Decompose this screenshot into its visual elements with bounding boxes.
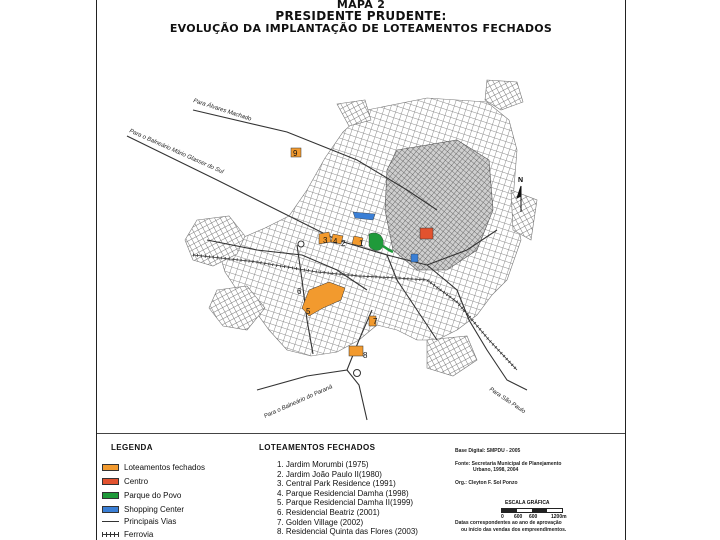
date-note-line2: ou início das vendas dos empreendimentos.: [461, 527, 567, 533]
list-item: 6. Residencial Beatriz (2001): [277, 507, 380, 517]
centro-swatch: [102, 478, 119, 485]
list-item: 7. Golden Village (2002): [277, 517, 364, 527]
road-label-balneario-sul: Para o Balneário Mário Glasser do Sul: [128, 128, 225, 176]
scale-tick: 600: [514, 514, 523, 520]
map-number-1: 1: [359, 239, 364, 248]
map-number-9: 9: [293, 149, 298, 158]
fonte-line2: Urbano, 1998, 2004: [473, 467, 519, 473]
legend-label: Principais Vias: [124, 516, 177, 526]
map-title-city: PRESIDENTE PRUDENTE:: [275, 9, 447, 23]
legend-label: Shopping Center: [124, 504, 185, 514]
legend-label: Centro: [124, 476, 149, 486]
fonte-line1: Fonte: Secretaria Municipal de Planejamento: [455, 461, 562, 467]
map-sheet: [96, 0, 626, 540]
legend-item: [102, 529, 153, 539]
urban-area: [185, 80, 537, 376]
list-item: 8. Residencial Quinta das Flores (2003): [277, 527, 418, 537]
scale-title: ESCALA GRÁFICA: [505, 500, 550, 506]
road-label-balneario-parana: Para o Balneário do Paraná: [263, 384, 334, 420]
organizer: Org.: Cleyton F. Sol Ponzo: [455, 480, 518, 486]
list-item: 1. Jardim Morumbi (1975): [277, 460, 369, 469]
scale-tick: 0: [501, 514, 504, 520]
legend-item: [102, 504, 184, 514]
map-number-7: 7: [373, 317, 378, 326]
scale-tick: 1200m: [551, 514, 567, 520]
loteamentos-swatch: [102, 464, 119, 471]
legend-item: [102, 476, 148, 486]
city-map: [97, 40, 625, 430]
loteamentos-heading: LOTEAMENTOS FECHADOS: [259, 443, 376, 452]
legend-item: [102, 462, 205, 472]
legend-label: Parque do Povo: [124, 490, 182, 500]
legend-label: Ferrovia: [124, 529, 154, 539]
north-label: N: [518, 177, 524, 184]
map-title-number: MAPA 2: [336, 0, 386, 11]
scale-tick: 600: [529, 514, 538, 520]
map-number-3: 3: [323, 236, 328, 245]
legend-heading: LEGENDA: [111, 443, 153, 452]
list-item: 5. Parque Residencial Damha II(1999): [277, 498, 414, 508]
centro-area: [420, 228, 433, 239]
list-item: 4. Parque Residencial Damha (1998): [277, 488, 409, 498]
map-number-5: 5: [306, 307, 311, 316]
map-number-2: 2: [341, 239, 346, 248]
shopping-center-area: [411, 254, 418, 262]
loteamentos-list: [277, 460, 418, 537]
map-title-subject: EVOLUÇÃO DA IMPLANTAÇÃO DE LOTEAMENTOS FECHADOS: [169, 22, 553, 35]
legend-separator: [97, 433, 625, 434]
date-note-line1: Datas correspondentes ao ano de aprovação: [455, 520, 562, 526]
legend-item: [102, 516, 176, 526]
road-line-symbol: [102, 521, 119, 522]
shopping-swatch: [102, 506, 119, 513]
legend-item: [102, 490, 181, 500]
road-label-sao-paulo: Para São Paulo: [487, 386, 527, 416]
legend-label: Loteamentos fechados: [124, 462, 205, 472]
map-number-4: 4: [333, 237, 338, 246]
base-source: Base Digital: SMPDU - 2005: [455, 448, 521, 454]
list-item: 2. Jardim João Paulo II(1980): [277, 469, 382, 479]
map-number-6: 6: [297, 287, 302, 296]
list-item: 3. Central Park Residence (1991): [277, 479, 396, 489]
scale-graphic: [501, 508, 563, 513]
parque-swatch: [102, 492, 119, 499]
railway-symbol: [102, 534, 119, 535]
road-label-alvares-machado: Para Álvares Machado: [192, 98, 252, 123]
map-number-8: 8: [363, 351, 368, 360]
